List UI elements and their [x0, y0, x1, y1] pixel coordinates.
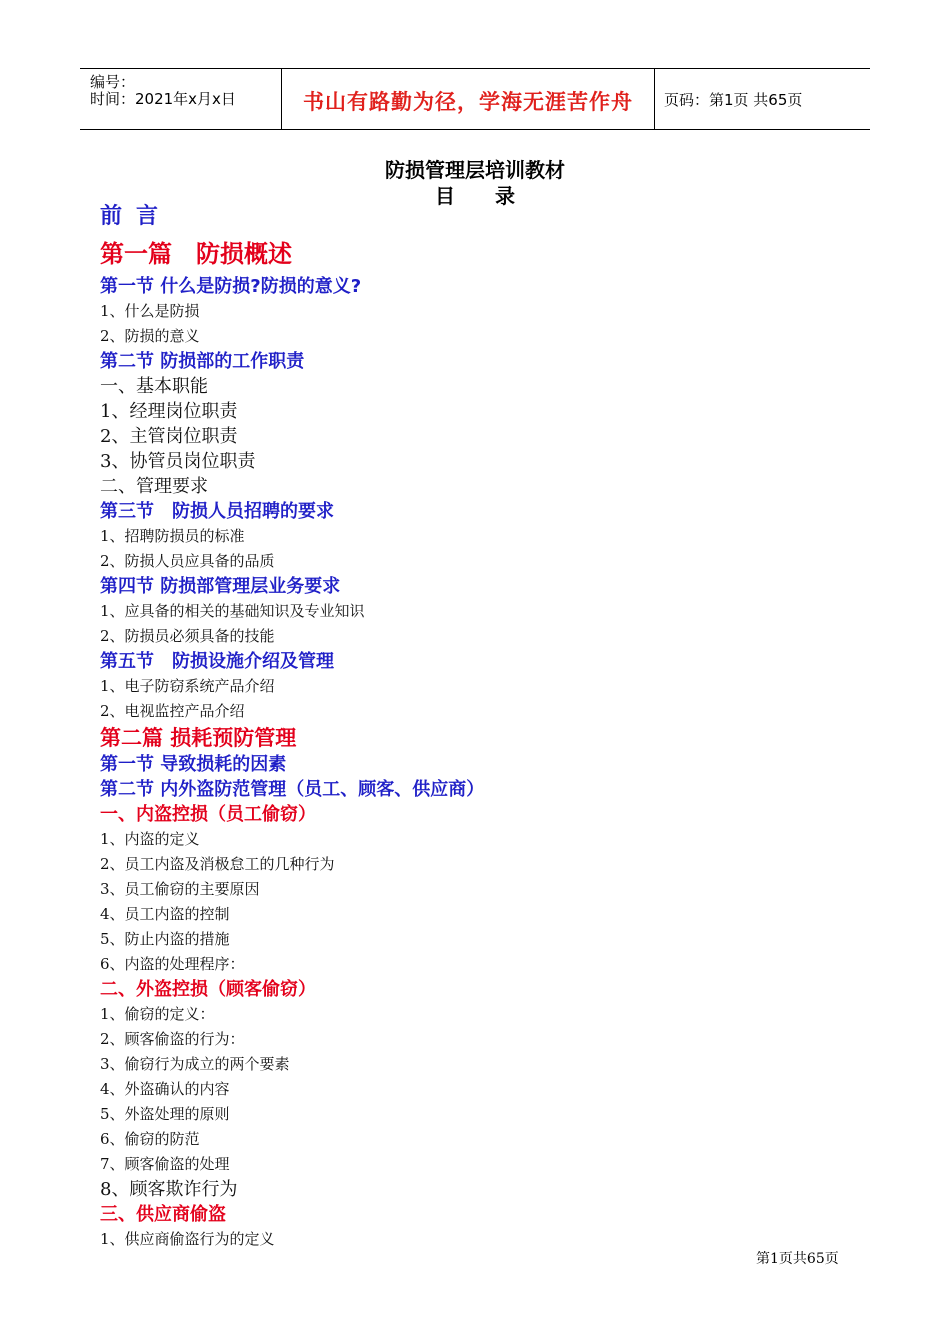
toc-subsection-heading: 三、供应商偷盗	[100, 1204, 226, 1225]
doc-time-label: 时间：2021年x月x日	[90, 90, 236, 108]
toc-item: 7、顾客偷盗的处理	[100, 1155, 230, 1173]
document-title: 防损管理层培训教材	[385, 158, 565, 182]
toc-item: 2、员工内盗及消极怠工的几种行为	[100, 855, 335, 873]
table-of-contents	[100, 200, 860, 1252]
toc-part-heading: 第二篇 损耗预防管理	[100, 726, 297, 750]
header-left-cell	[80, 69, 280, 129]
toc-item: 6、内盗的处理程序：	[100, 955, 245, 973]
toc-item: 1、应具备的相关的基础知识及专业知识	[100, 602, 365, 620]
toc-item: 1、偷窃的定义：	[100, 1005, 215, 1023]
toc-item: 2、顾客偷盗的行为：	[100, 1030, 245, 1048]
toc-preface: 前言	[100, 204, 173, 229]
toc-section-heading: 第二节 内外盗防范管理（员工、顾客、供应商）	[100, 779, 485, 800]
toc-section-heading: 第二节 防损部的工作职责	[100, 351, 305, 372]
toc-subsection-heading: 一、内盗控损（员工偷窃）	[100, 804, 316, 825]
toc-subsection-heading: 二、外盗控损（顾客偷窃）	[100, 979, 316, 1000]
toc-item: 4、员工内盗的控制	[100, 905, 230, 923]
toc-item: 一、基本职能	[100, 376, 208, 397]
toc-item: 3、偷窃行为成立的两个要素	[100, 1055, 290, 1073]
toc-item: 1、电子防窃系统产品介绍	[100, 677, 275, 695]
toc-heading: 目录	[435, 184, 555, 208]
toc-part-heading: 第一篇 防损概述	[100, 240, 292, 268]
toc-section-heading: 第五节 防损设施介绍及管理	[100, 651, 334, 672]
toc-item: 3、协管员岗位职责	[100, 451, 256, 472]
header-page-label: 页码：第1页 共65页	[664, 91, 803, 109]
toc-item: 6、偷窃的防范	[100, 1130, 200, 1148]
toc-item: 8、顾客欺诈行为	[100, 1179, 238, 1200]
toc-item: 5、外盗处理的原则	[100, 1105, 230, 1123]
toc-item: 1、供应商偷盗行为的定义	[100, 1230, 275, 1248]
toc-item: 二、管理要求	[100, 476, 208, 497]
toc-section-heading: 第一节 导致损耗的因素	[100, 754, 287, 775]
header-right-cell	[654, 69, 870, 129]
doc-number-label: 编号：	[90, 73, 136, 91]
toc-item: 1、内盗的定义	[100, 830, 200, 848]
toc-item: 2、主管岗位职责	[100, 426, 238, 447]
toc-section-heading: 第四节 防损部管理层业务要求	[100, 576, 341, 597]
toc-item: 2、电视监控产品介绍	[100, 702, 245, 720]
toc-item: 5、防止内盗的措施	[100, 930, 230, 948]
toc-section-heading: 第一节 什么是防损?防损的意义?	[100, 276, 362, 297]
header-motto: 书山有路勤为径，学海无涯苦作舟	[303, 90, 633, 114]
toc-item: 2、防损员必须具备的技能	[100, 627, 275, 645]
toc-item: 3、员工偷窃的主要原因	[100, 880, 260, 898]
header-center-cell	[281, 69, 655, 129]
header-table	[80, 68, 870, 130]
toc-item: 2、防损人员应具备的品质	[100, 552, 275, 570]
toc-item: 1、经理岗位职责	[100, 401, 238, 422]
toc-item: 4、外盗确认的内容	[100, 1080, 230, 1098]
footer-page-number: 第1页共65页	[756, 1251, 839, 1267]
toc-item: 1、什么是防损	[100, 302, 200, 320]
toc-section-heading: 第三节 防损人员招聘的要求	[100, 501, 334, 522]
toc-item: 1、招聘防损员的标准	[100, 527, 245, 545]
toc-item: 2、防损的意义	[100, 327, 200, 345]
